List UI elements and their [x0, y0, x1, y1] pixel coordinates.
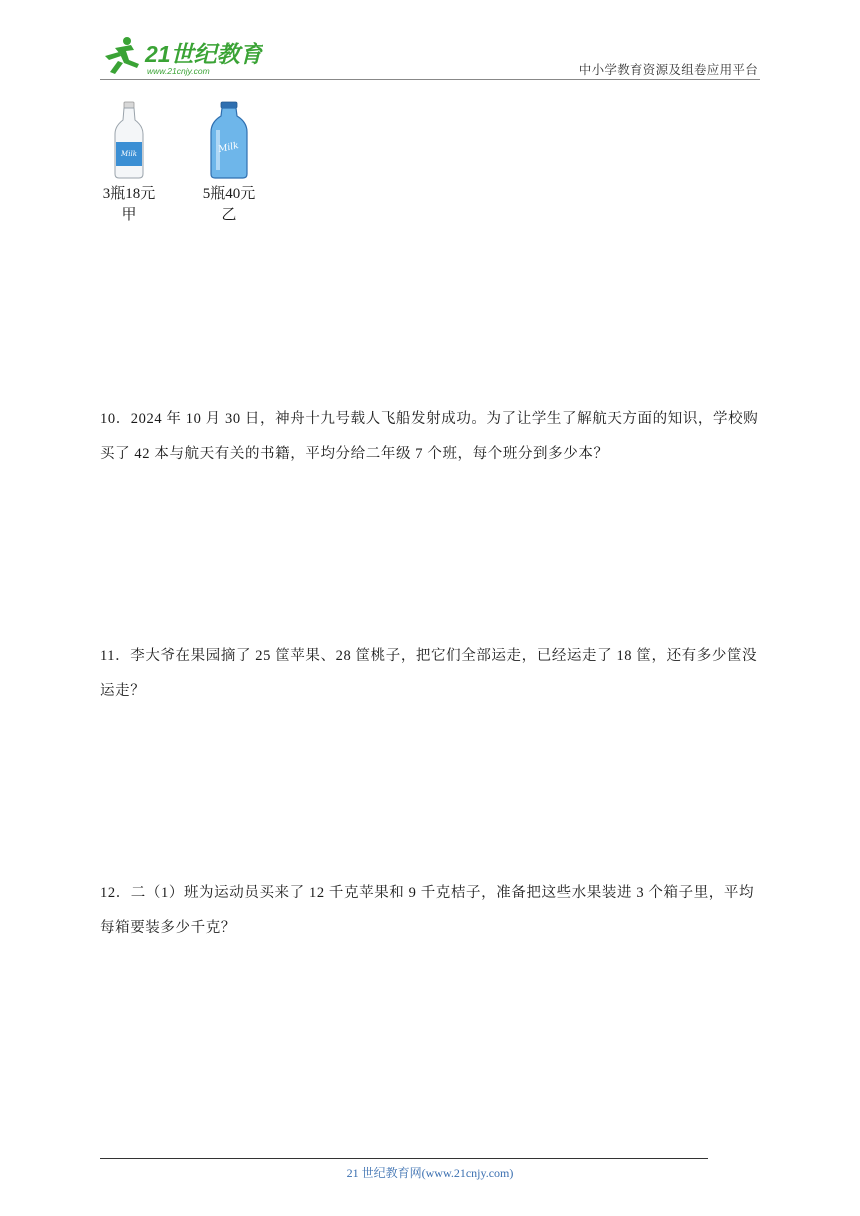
runner-icon — [105, 37, 139, 74]
footer-link[interactable]: 21 世纪教育网(www.21cnjy.com) — [346, 1166, 514, 1180]
bottle-option-b — [196, 100, 262, 226]
question-12: 12．二（1）班为运动员买来了 12 千克苹果和 9 千克桔子，准备把这些水果装进 3 个箱子里，平均每箱要装多少千克？ — [100, 885, 755, 936]
header-divider — [100, 79, 760, 80]
milk-bottle-blue-icon — [209, 100, 249, 180]
logo-url: www.21cnjy.com — [147, 66, 210, 76]
site-logo — [93, 34, 263, 80]
logo-text: 21世纪教育 — [145, 41, 263, 67]
milk-bottle-white-icon — [113, 100, 145, 180]
bottle-b-label: 乙 — [221, 207, 237, 223]
question-10: 10．2024 年 10 月 30 日，神舟十九号载人飞船发射成功。为了让学生了解航天方面的知识，学校购买了 42 本与航天有关的书籍，平均分给二年级 7 个班，每个班分到多少本？ — [100, 411, 759, 462]
bottle-b-price: 5瓶40元 — [202, 186, 256, 202]
bottle-a-label: 甲 — [121, 207, 137, 223]
svg-text:Milk: Milk — [121, 150, 137, 158]
footer-divider — [100, 1158, 708, 1159]
question-11: 11．李大爷在果园摘了 25 筐苹果、28 筐桃子，把它们全部运走，已经运走了 18 筐，还有多少筐没运走？ — [100, 648, 758, 699]
bottle-option-a — [98, 100, 160, 226]
bottle-a-price: 3瓶18元 — [102, 186, 156, 202]
platform-title: 中小学教育资源及组卷应用平台 — [578, 62, 758, 77]
svg-text:Milk: Milk — [217, 141, 240, 156]
